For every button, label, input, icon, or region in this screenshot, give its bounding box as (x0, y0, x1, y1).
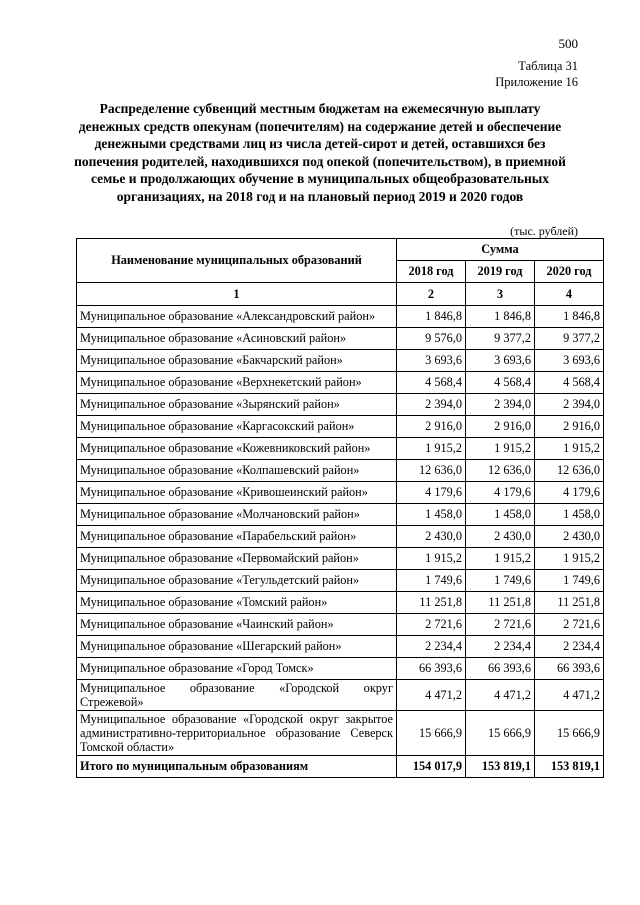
subvention-table (76, 238, 604, 778)
amount-2020: 4 179,6 (535, 482, 604, 504)
amount-2018: 4 179,6 (397, 482, 466, 504)
units-label: (тыс. рублей) (510, 224, 578, 238)
page-number: 500 (558, 36, 578, 51)
amount-2020: 15 666,9 (535, 711, 604, 756)
amount-2019: 4 179,6 (466, 482, 535, 504)
amount-2020: 11 251,8 (535, 592, 604, 614)
amount-2019: 4 471,2 (466, 680, 535, 711)
amount-2020: 2 234,4 (535, 636, 604, 658)
table-label: Таблица 31 (518, 59, 578, 73)
column-number: 1 (77, 283, 397, 306)
amount-2018: 4 568,4 (397, 372, 466, 394)
table-row (77, 350, 604, 372)
amount-2018: 1 915,2 (397, 548, 466, 570)
table-row (77, 570, 604, 592)
amount-2018: 2 721,6 (397, 614, 466, 636)
municipality-name: Муниципальное образование «Первомайский район» (77, 548, 397, 570)
amount-2019: 9 377,2 (466, 328, 535, 350)
table-row (77, 636, 604, 658)
municipality-name: Муниципальное образование «Александровский район» (77, 306, 397, 328)
municipality-name: Муниципальное образование «Тегульдетский район» (77, 570, 397, 592)
amount-2018: 3 693,6 (397, 350, 466, 372)
column-numbering-row (77, 283, 604, 306)
municipality-name: Муниципальное образование «Зырянский район» (77, 394, 397, 416)
amount-2020: 1 846,8 (535, 306, 604, 328)
amount-2020: 2 721,6 (535, 614, 604, 636)
appendix-label: Приложение 16 (495, 75, 578, 89)
amount-2019: 2 430,0 (466, 526, 535, 548)
amount-2018: 12 636,0 (397, 460, 466, 482)
municipality-name: Муниципальное образование «Кривошеинский район» (77, 482, 397, 504)
header-sum-column: Сумма (397, 239, 604, 261)
amount-2020: 1 458,0 (535, 504, 604, 526)
municipality-name: Муниципальное образование «Городской округ Стрежевой» (77, 680, 397, 711)
table-row (77, 504, 604, 526)
amount-2019: 15 666,9 (466, 711, 535, 756)
header-year-2019: 2019 год (466, 261, 535, 283)
amount-2019: 1 915,2 (466, 548, 535, 570)
amount-2020: 4 568,4 (535, 372, 604, 394)
amount-2018: 11 251,8 (397, 592, 466, 614)
amount-2020: 2 430,0 (535, 526, 604, 548)
amount-2019: 1 749,6 (466, 570, 535, 592)
amount-2019: 11 251,8 (466, 592, 535, 614)
amount-2019: 1 915,2 (466, 438, 535, 460)
table-body (77, 306, 604, 756)
table-row (77, 658, 604, 680)
amount-2019: 2 916,0 (466, 416, 535, 438)
amount-2018: 15 666,9 (397, 711, 466, 756)
amount-2020: 2 394,0 (535, 394, 604, 416)
column-number: 4 (535, 283, 604, 306)
amount-2020: 9 377,2 (535, 328, 604, 350)
amount-2018: 2 916,0 (397, 416, 466, 438)
total-label: Итого по муниципальным образованиям (77, 756, 397, 778)
table-row (77, 614, 604, 636)
amount-2020: 1 915,2 (535, 548, 604, 570)
amount-2018: 1 915,2 (397, 438, 466, 460)
municipality-name: Муниципальное образование «Городской округ закрытое административно-территориальное образование Северск Томской области» (77, 711, 397, 756)
table-row (77, 592, 604, 614)
table-row (77, 438, 604, 460)
amount-2019: 2 721,6 (466, 614, 535, 636)
header-year-2018: 2018 год (397, 261, 466, 283)
amount-2019: 1 458,0 (466, 504, 535, 526)
municipality-name: Муниципальное образование «Колпашевский район» (77, 460, 397, 482)
amount-2018: 2 430,0 (397, 526, 466, 548)
table-row (77, 482, 604, 504)
amount-2019: 2 234,4 (466, 636, 535, 658)
table-row (77, 711, 604, 756)
table-row (77, 394, 604, 416)
total-value-2020: 153 819,1 (535, 756, 604, 778)
amount-2018: 1 846,8 (397, 306, 466, 328)
municipality-name: Муниципальное образование «Город Томск» (77, 658, 397, 680)
column-number: 2 (397, 283, 466, 306)
header-name-column: Наименование муниципальных образований (77, 239, 397, 283)
table-reference (495, 58, 578, 90)
amount-2020: 4 471,2 (535, 680, 604, 711)
table-row (77, 548, 604, 570)
amount-2020: 66 393,6 (535, 658, 604, 680)
table-row (77, 680, 604, 711)
amount-2020: 2 916,0 (535, 416, 604, 438)
amount-2019: 4 568,4 (466, 372, 535, 394)
municipality-name: Муниципальное образование «Чаинский район» (77, 614, 397, 636)
amount-2020: 3 693,6 (535, 350, 604, 372)
amount-2019: 66 393,6 (466, 658, 535, 680)
table-row (77, 328, 604, 350)
document-title: Распределение субвенций местным бюджетам на ежемесячную выплату денежных средств опекунам (попечителям) на содержание детей и обеспечение денежными средствами лиц из числа детей-сирот и детей, оставшихся без попечения родителей, находившихся под опекой (попечительством), в приемной семье и продолжающих обучение в муниципальных общеобразовательных организациях, на 2018 год и на плановый период 2019 и 2020 годов (74, 101, 566, 204)
total-row (77, 756, 604, 778)
amount-2019: 1 846,8 (466, 306, 535, 328)
amount-2018: 9 576,0 (397, 328, 466, 350)
municipality-name: Муниципальное образование «Кожевниковский район» (77, 438, 397, 460)
amount-2020: 12 636,0 (535, 460, 604, 482)
municipality-name: Муниципальное образование «Асиновский район» (77, 328, 397, 350)
municipality-name: Муниципальное образование «Молчановский район» (77, 504, 397, 526)
amount-2018: 2 394,0 (397, 394, 466, 416)
header-year-2020: 2020 год (535, 261, 604, 283)
amount-2019: 12 636,0 (466, 460, 535, 482)
municipality-name: Муниципальное образование «Бакчарский район» (77, 350, 397, 372)
amount-2018: 2 234,4 (397, 636, 466, 658)
municipality-name: Муниципальное образование «Шегарский район» (77, 636, 397, 658)
table-row (77, 372, 604, 394)
amount-2018: 1 458,0 (397, 504, 466, 526)
column-number: 3 (466, 283, 535, 306)
amount-2018: 66 393,6 (397, 658, 466, 680)
amount-2019: 2 394,0 (466, 394, 535, 416)
table-row (77, 306, 604, 328)
amount-2019: 3 693,6 (466, 350, 535, 372)
amount-2020: 1 749,6 (535, 570, 604, 592)
amount-2018: 1 749,6 (397, 570, 466, 592)
table-row (77, 526, 604, 548)
municipality-name: Муниципальное образование «Томский район» (77, 592, 397, 614)
table-row (77, 460, 604, 482)
amount-2018: 4 471,2 (397, 680, 466, 711)
municipality-name: Муниципальное образование «Парабельский район» (77, 526, 397, 548)
municipality-name: Муниципальное образование «Верхнекетский район» (77, 372, 397, 394)
amount-2020: 1 915,2 (535, 438, 604, 460)
total-value-2018: 154 017,9 (397, 756, 466, 778)
total-value-2019: 153 819,1 (466, 756, 535, 778)
municipality-name: Муниципальное образование «Каргасокский район» (77, 416, 397, 438)
table-row (77, 416, 604, 438)
